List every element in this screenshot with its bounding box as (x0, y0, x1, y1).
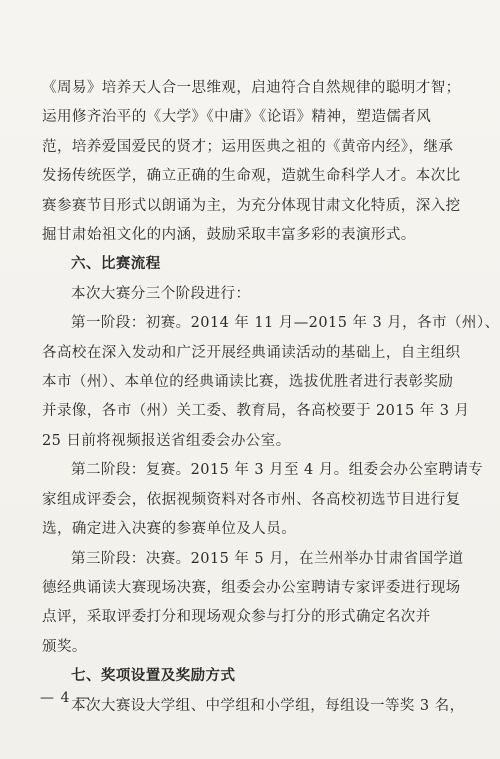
text-line: 本次大赛分三个阶段进行： (71, 285, 251, 302)
text-line: 点评，采取评委打分和现场观众参与打分的形式确定名次并 (42, 609, 431, 626)
text-line: 家组成评委会，依据视频资料对各市州、各高校初选节目进行复 (42, 491, 461, 508)
text-line: 《周易》培养天人合一思维观，启迪符合自然规律的聪明才智； (42, 80, 461, 96)
text-line: 赛参赛节目形式以朗诵为主，为充分体现甘肃文化特质，深入挖 (42, 197, 461, 214)
section-heading: 六、比赛流程 (71, 256, 161, 273)
text-line: 并录像，各市（州）关工委、教育局，各高校要于 2015 年 3 月 (42, 403, 470, 420)
page-number: — 4 — (40, 690, 91, 706)
section-heading: 七、奖项设置及奖励方式 (71, 668, 236, 685)
text-line: 第一阶段：初赛。2014 年 11 月—2015 年 3 月，各市（州）、 (71, 315, 500, 332)
text-line: 各高校在深入发动和广泛开展经典诵读活动的基础上，自主组织 (42, 344, 461, 361)
text-line: 颁奖。 (42, 638, 87, 655)
text-line: 第二阶段：复赛。2015 年 3 月至 4 月。组委会办公室聘请专 (71, 462, 484, 479)
text-line: 本次大赛设大学组、中学组和小学组，每组设一等奖 3 名， (71, 697, 465, 714)
text-line: 本市（州）、本单位的经典诵读比赛，选拔优胜者进行表彰奖励 (42, 374, 454, 391)
text-line: 25 日前将视频报送省组委会办公室。 (42, 432, 291, 449)
text-line: 选，确定进入决赛的参赛单位及人员。 (42, 521, 297, 538)
text-line: 范，培养爱国爱民的贤才；运用医典之祖的《黄帝内经》，继承 (42, 138, 454, 155)
text-line: 第三阶段：决赛。2015 年 5 月，在兰州举办甘肃省国学道 (71, 550, 464, 567)
text-line: 运用修齐治平的《大学》《中庸》《论语》精神，塑造儒者风 (42, 109, 432, 126)
text-line: 掘甘肃始祖文化的内涵，鼓励采取丰富多彩的表演形式。 (42, 227, 416, 244)
document-body (42, 74, 500, 721)
text-line: 发扬传统医学，确立正确的生命观，造就生命科学人才。本次比 (42, 168, 461, 185)
text-line: 德经典诵读大赛现场决赛，组委会办公室聘请专家评委进行现场 (42, 579, 461, 596)
